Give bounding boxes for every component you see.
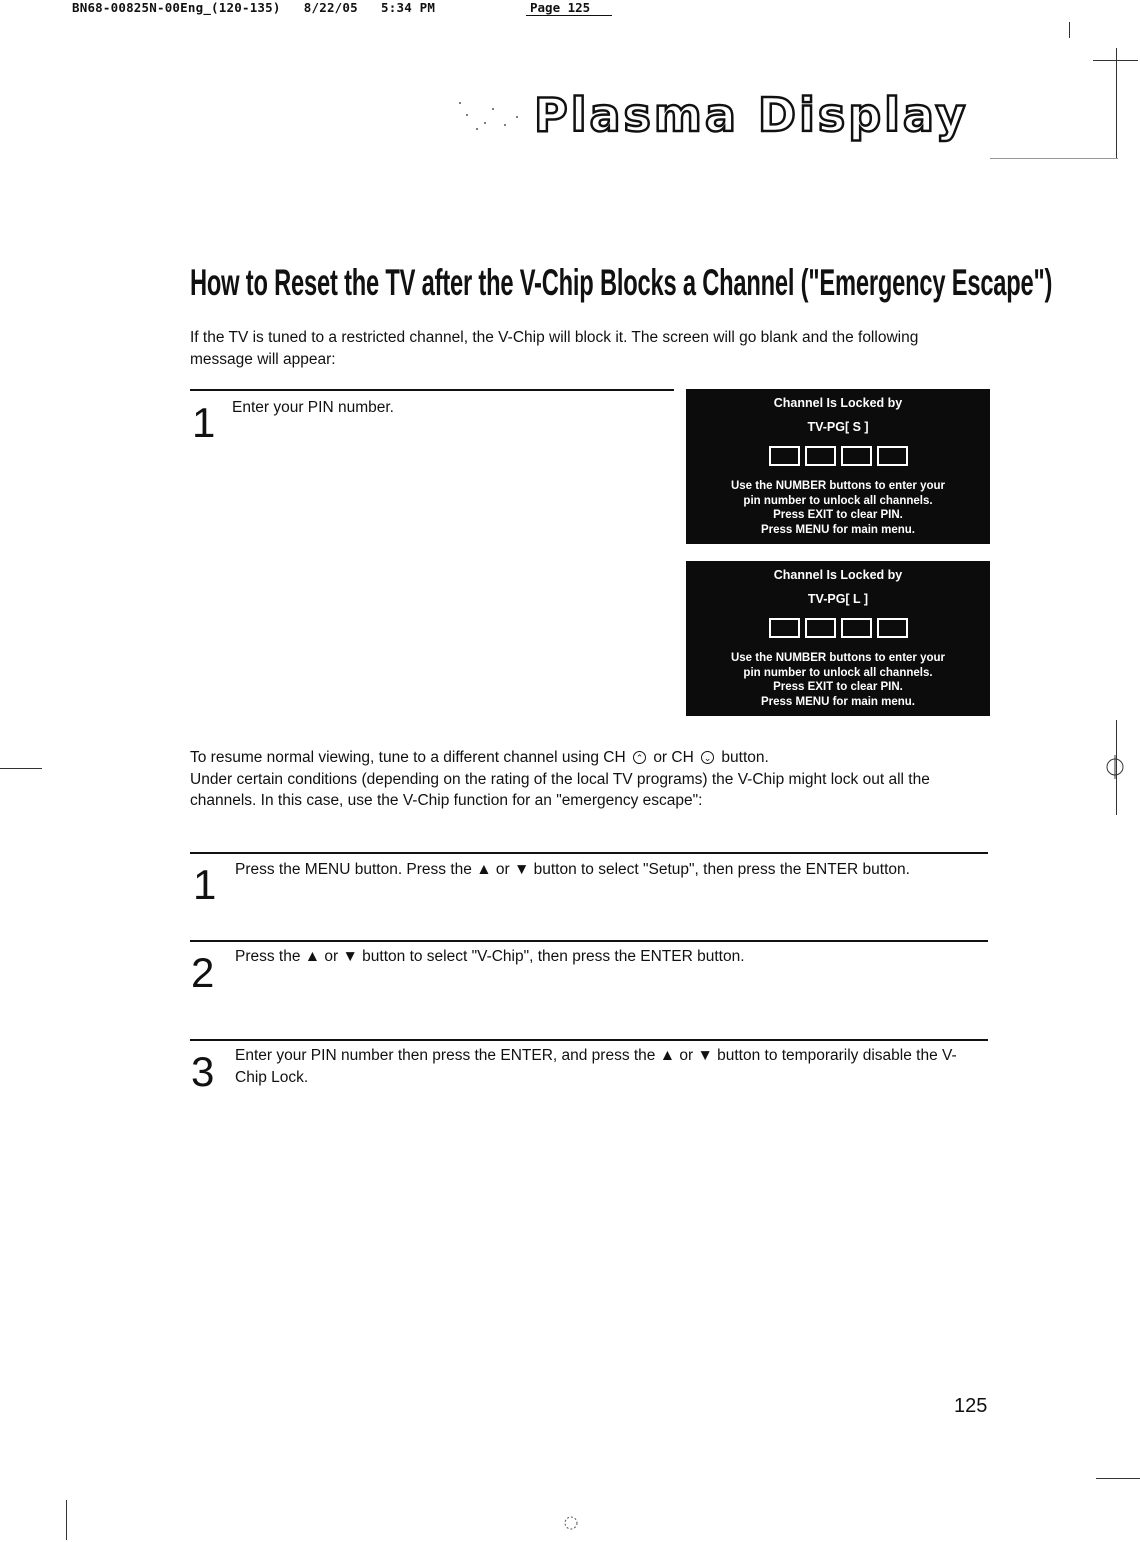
crop-mark (990, 158, 1118, 159)
osd-message-line: Use the NUMBER buttons to enter your (730, 652, 946, 664)
pin-digit-box (769, 446, 800, 466)
step-divider (190, 940, 988, 942)
logo-sparkle-icon (455, 95, 525, 135)
resume-text (190, 747, 990, 812)
osd-message (686, 479, 990, 537)
pin-digit-box (841, 446, 872, 466)
print-slug-page: Page 125 (530, 0, 591, 15)
crop-mark (1116, 48, 1117, 158)
osd-message-line: pin number to unlock all channels. (743, 494, 933, 507)
osd-rating: TV-PG[ S ] (807, 420, 869, 434)
pin-digit-box (877, 618, 908, 638)
step-text: Press the MENU button. Press the ▲ or ▼ button to select "Setup", then press the ENTER button. (235, 861, 910, 878)
step-divider (190, 852, 988, 854)
pin-digit-box (841, 618, 872, 638)
osd-rating: TV-PG[ L ] (807, 592, 869, 606)
step-number: 3 (191, 1048, 215, 1095)
osd-message-line: pin number to unlock all channels. (743, 666, 933, 679)
step-divider (190, 389, 674, 391)
registration-mark-icon (1100, 752, 1130, 782)
osd-title: Channel Is Locked by (773, 568, 903, 582)
pin-digit-box (805, 446, 836, 466)
osd-lock-screen (686, 389, 990, 544)
osd-message (686, 651, 990, 709)
osd-lock-screen (686, 561, 990, 716)
pin-entry (686, 446, 990, 466)
ch-down-icon: ⌄ (701, 751, 714, 764)
step-text: Enter your PIN number. (232, 399, 394, 416)
step-number: 1 (193, 861, 217, 908)
osd-title: Channel Is Locked by (773, 396, 903, 410)
osd-message-line: Press MENU for main menu. (760, 523, 915, 536)
step-text: Enter your PIN number then press the ENTER, and press the ▲ or ▼ button to temporarily disable the V-Chip Lock. (235, 1047, 957, 1086)
crop-mark (1069, 22, 1070, 38)
osd-message-line: Use the NUMBER buttons to enter your (730, 480, 946, 492)
plasma-display-logo: Plasma Display (534, 88, 969, 142)
registration-mark-icon (556, 1508, 586, 1538)
resume-line: Under certain conditions (depending on the rating of the local TV programs) the V-Chip might lock out all the channels. In this case, use the V-Chip function for an "emergency escape": (190, 770, 930, 809)
pin-digit-box (877, 446, 908, 466)
step-number: 1 (192, 399, 216, 446)
resume-text-part: or CH (653, 749, 694, 766)
pin-entry (686, 618, 990, 638)
print-slug: BN68-00825N-00Eng_(120-135) 8/22/05 5:34 PM (72, 0, 436, 15)
ch-up-icon: ⌃ (633, 751, 646, 764)
crop-mark (0, 768, 42, 769)
step-text: Press the ▲ or ▼ button to select "V-Chip", then press the ENTER button. (235, 948, 745, 965)
osd-message-line: Press EXIT to clear PIN. (773, 681, 903, 693)
resume-line (190, 747, 990, 769)
page-number: 125 (954, 1395, 988, 1417)
slug-underline (526, 15, 612, 16)
pin-digit-box (805, 618, 836, 638)
pin-digit-box (769, 618, 800, 638)
crop-mark (1096, 1478, 1140, 1479)
resume-text-part: button. (721, 749, 769, 766)
step-divider (190, 1039, 988, 1041)
step-number: 2 (191, 949, 215, 996)
osd-message-line: Press MENU for main menu. (760, 695, 915, 708)
osd-message-line: Press EXIT to clear PIN. (773, 509, 903, 521)
intro-text: If the TV is tuned to a restricted channel, the V-Chip will block it. The screen will go blank and the following message will appear: (190, 329, 919, 368)
page-title: How to Reset the TV after the V-Chip Blocks a Channel ("Emergency Escape") (190, 262, 1053, 303)
crop-mark (66, 1500, 67, 1540)
resume-text-part: To resume normal viewing, tune to a different channel using CH (190, 749, 626, 766)
